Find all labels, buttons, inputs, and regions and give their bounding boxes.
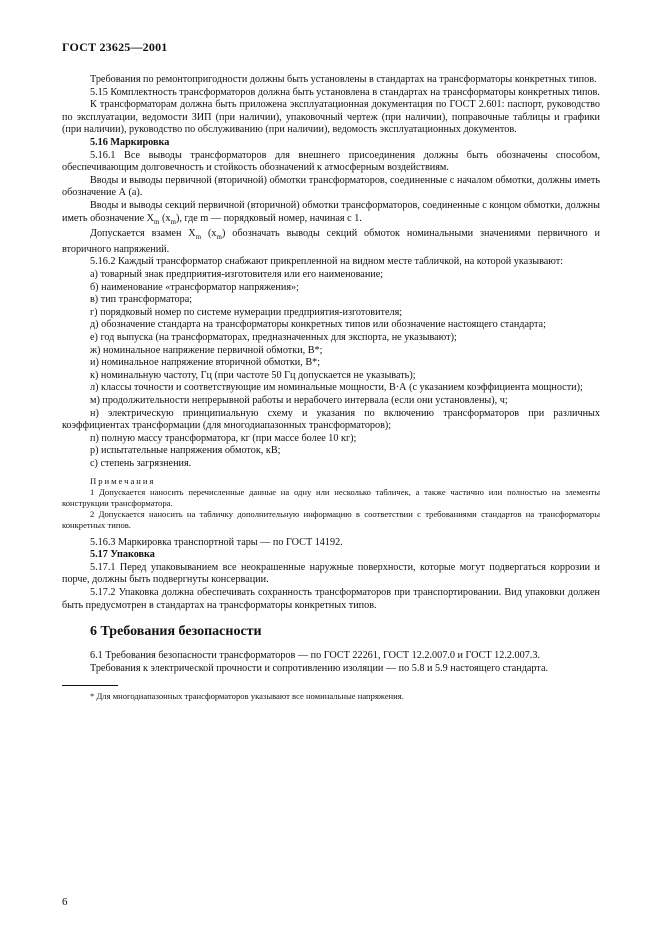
document-page xyxy=(62,40,600,702)
paragraph-maintainability: Требования по ремонтопригодности должны быть установлены в стандартах на трансформаторы конкретных типов. xyxy=(90,74,597,85)
list-item: п) полную массу трансформатора, кг (при массе более 10 кг); xyxy=(90,432,357,444)
list-item: р) испытательные напряжения обмоток, кВ; xyxy=(90,445,281,457)
paragraph-5-15: 5.15 Комплектность трансформаторов должна быть установлена в стандартах на трансформаторы конкретных типов. xyxy=(90,86,600,98)
subscript: m xyxy=(154,217,160,226)
list-item: б) наименование «трансформатор напряжения»; xyxy=(90,281,299,293)
paragraph-insulation: Требования к электрической прочности и сопротивлению изоляции — по 5.8 и 5.9 настоящего стандарта. xyxy=(90,662,549,674)
paragraph-5-16-2: 5.16.2 Каждый трансформатор снабжают прикрепленной на видном месте табличкой, на которой указывают: xyxy=(90,256,564,268)
text-fragment: ), где m — порядковый номер, начиная с 1. xyxy=(175,212,362,224)
heading-5-16: 5.16 Маркировка xyxy=(90,136,170,148)
page-number: 6 xyxy=(62,896,68,908)
list-item: д) обозначение стандарта на трансформаторы конкретных типов или обозначение настоящего стандарта; xyxy=(90,319,546,331)
list-item: к) номинальную частоту, Гц (при частоте 50 Гц допускается не указывать); xyxy=(90,369,416,381)
list-item: ж) номинальное напряжение первичной обмотки, В*; xyxy=(90,344,323,356)
list-item: с) степень загрязнения. xyxy=(90,457,192,469)
standard-header: ГОСТ 23625—2001 xyxy=(62,40,168,54)
subscript: m xyxy=(195,233,202,242)
text-fragment: (x xyxy=(201,228,217,240)
paragraph-5-16-1: 5.16.1 Все выводы трансформаторов для внешнего присоединения должны быть обозначены способом, обеспечивающим долговечность и стойкость обозначений к атмосферным воздействиям. xyxy=(62,149,600,174)
paragraph-documentation: К трансформаторам должна быть приложена эксплуатационная документация по ГОСТ 2.601: паспорт, руководство по эксплуатации, ведомости ЗИП (при наличии), упаковочный чертеж (при наличии), поправочные таблицы и графики (при наличии), руководство по обслуживанию (при наличии), ведомость эксплуатационных документов. xyxy=(62,99,600,136)
list-item: н) электрическую принципиальную схему и указания по включению трансформаторов при различных коэффициентах трансформации (для многодиапазонных трансформаторов); xyxy=(62,407,600,432)
heading-5-17: 5.17 Упаковка xyxy=(90,549,155,561)
list-item: г) порядковый номер по системе нумерации предприятия-изготовителя; xyxy=(90,306,403,318)
list-item: в) тип трансформатора; xyxy=(90,294,193,306)
list-item: м) продолжительности непрерывной работы и нерабочего интервала (если они установлены), ч; xyxy=(90,394,508,406)
list-item: а) товарный знак предприятия-изготовителя или его наименование; xyxy=(90,268,384,280)
text-fragment: Вводы и выводы секций первичной (вторичной) обмотки трансформаторов, соединенные с концом обмотки, должны иметь обозначение X xyxy=(62,199,600,224)
paragraph-allowed xyxy=(62,228,600,256)
note-2: 2 Допускается наносить на табличку дополнительную информацию в соответствии с требованиями стандартов на трансформаторы конкретных типов. xyxy=(62,509,600,530)
subscript: m xyxy=(170,217,176,226)
list-item: и) номинальное напряжение вторичной обмотки, В*; xyxy=(90,357,321,369)
paragraph-terminals-end xyxy=(62,200,600,228)
paragraph-5-16-3: 5.16.3 Маркировка транспортной тары — по ГОСТ 14192. xyxy=(90,536,343,548)
text-fragment: ) обозначать выводы секций обмоток номинальными значениями первичного и вторичного напряжений. xyxy=(62,228,600,255)
footnote-divider xyxy=(62,685,118,686)
footnote: * Для многодиапазонных трансформаторов указывают все номинальные напряжения. xyxy=(90,691,404,702)
text-fragment: Допускается взамен X xyxy=(90,228,196,240)
paragraph-terminals-start: Вводы и выводы первичной (вторичной) обмотки трансформаторов, соединенные с началом обмотки, должны иметь обозначение А (а). xyxy=(62,174,600,199)
section-6-title: 6 Требования безопасности xyxy=(90,624,262,640)
paragraph-5-17-2: 5.17.2 Упаковка должна обеспечивать сохранность трансформаторов при транспортировании. Вид упаковки должен быть предусмотрен в стандартах на трансформаторы конкретных типов. xyxy=(62,587,600,611)
text-fragment: (x xyxy=(159,212,171,224)
paragraph-5-17-1: 5.17.1 Перед упаковыванием все неокрашенные наружные поверхности, которые могут подвергаться коррозии и порче, должны быть подвергнуты консервации. xyxy=(62,561,600,586)
paragraph-6-1: 6.1 Требования безопасности трансформаторов — по ГОСТ 22261, ГОСТ 12.2.007.0 и ГОСТ 12.2.007.3. xyxy=(90,650,540,662)
subscript: m xyxy=(216,233,222,242)
marking-list xyxy=(62,269,600,471)
list-item: е) год выпуска (на трансформаторах, предназначенных для экспорта, не указывают); xyxy=(90,331,457,343)
list-item: л) классы точности и соответствующие им номинальные мощности, В·А (с указанием коэффициента мощности); xyxy=(90,382,583,394)
notes-title: Примечания xyxy=(90,476,156,487)
note-1: 1 Допускается наносить перечисленные данные на одну или несколько табличек, а также частично или полностью на элементы конструкции трансформатора. xyxy=(62,487,600,509)
